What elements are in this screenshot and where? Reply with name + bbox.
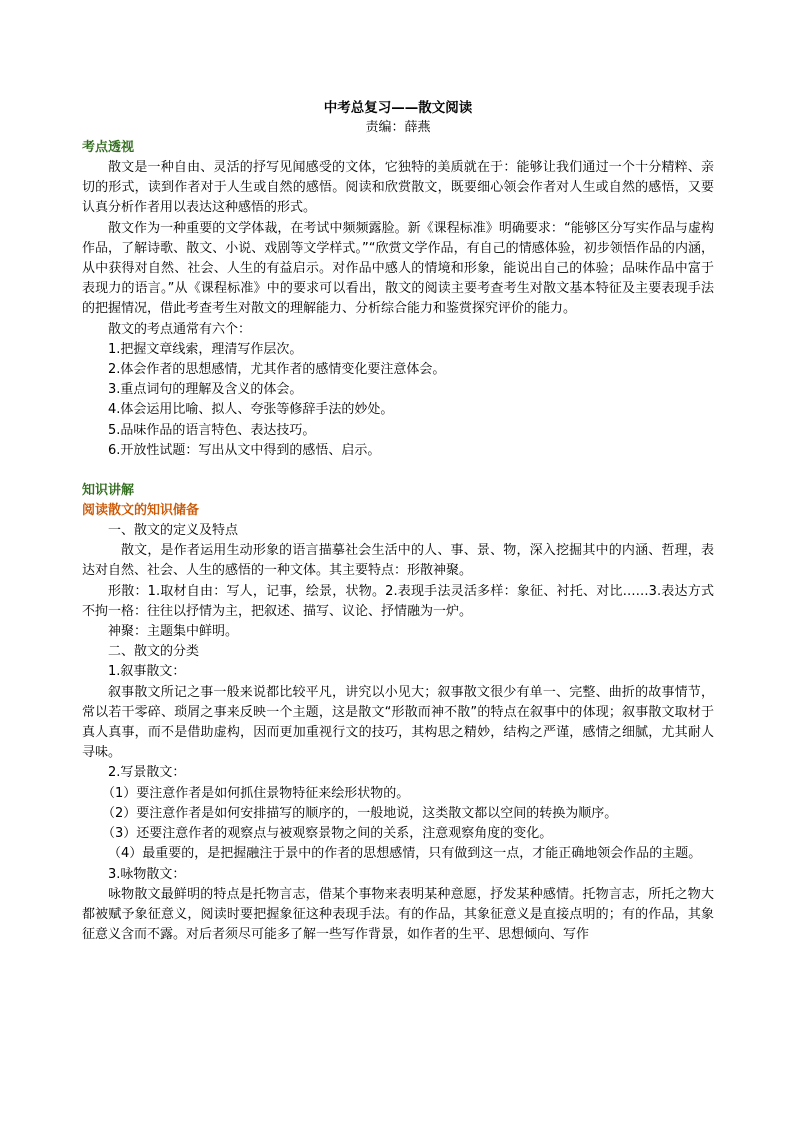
paragraph-intro: 散文是一种自由、灵活的抒写见闻感受的文体，它独特的美质就在于：能够让我们通过一个十分精粹、亲切的形式，读到作者对于人生或自然的感悟。阅读和欣赏散文，既要细心领会作者对人生或自然的感悟，又要认真分析作者用以表达这种感悟的形式。 <box>82 160 714 216</box>
spacer <box>82 461 714 481</box>
definition-text: 散文，是作者运用生动形象的语言描摹社会生活中的人、事、景、物，深入挖掘其中的内涵、哲理，表达对自然、社会、人生的感悟的一种文体。其主要特点：形散神聚。 <box>82 543 714 579</box>
scenery-item-1: （1）要注意作者是如何抓住景物特征来绘形状物的。 <box>102 785 410 801</box>
point-item-2: 2.体会作者的思想感情，尤其作者的感情变化要注意体会。 <box>108 362 446 378</box>
subsection-heading: 阅读散文的知识储备 <box>82 503 200 519</box>
classification-title: 二、散文的分类 <box>108 644 200 660</box>
point-item-5: 5.品味作品的语言特色、表达技巧。 <box>108 422 316 438</box>
narrative-text: 叙事散文所记之事一般来说都比较平凡，讲究以小见大；叙事散文很少有单一、完整、曲折的故事情节，常以若干零碎、琐屑之事来反映一个主题，这是散文“形散而神不散”的特点在叙事中的体现；叙事散文取材于真人真事，而不是借助虚构，因而更加重视行文的技巧，其构思之精妙，结构之严谨，感情之细腻，尤其耐人寻味。 <box>82 684 714 761</box>
shenju-text: 神聚：主题集中鲜明。 <box>108 624 239 640</box>
scenery-item-3: （3）还要注意作者的观察点与被观察景物之间的关系，注意观察角度的变化。 <box>102 826 553 842</box>
paragraph-points-intro: 散文的考点通常有六个： <box>108 321 252 337</box>
definition-title: 一、散文的定义及特点 <box>108 523 239 539</box>
section-heading-kaodian: 考点透视 <box>82 140 135 155</box>
point-item-3: 3.重点词句的理解及含义的体会。 <box>108 382 303 398</box>
scenery-item-4: （4）最重要的，是把握融注于景中的作者的思想感情，只有做到这一点，才能正确地领会作品的主题。 <box>108 846 702 862</box>
object-title: 3.咏物散文： <box>108 866 186 882</box>
document-title: 中考总复习——散文阅读 <box>323 100 473 116</box>
paragraph-standards: 散文作为一种重要的文学体裁，在考试中频频露脸。新《课程标准》明确要求：“能够区分写实作品与虚构作品，了解诗歌、散文、小说、戏剧等文学样式。”“欣赏文学作品，有自己的情感体验，初步领悟作品的内涵，从中获得对自然、社会、人生的有益启示。对作品中感人的情境和形象，能说出自己的体验；品味作品中富于表现力的语言。”从《课程标准》中的要求可以看出，散文的阅读主要考查考生对散文基本特征及主要表现手法的把握情况，借此考查考生对散文的理解能力、分析综合能力和鉴赏探究评价的能力。 <box>82 220 714 317</box>
point-item-1: 1.把握文章线索，理清写作层次。 <box>108 341 303 357</box>
point-item-6: 6.开放性试题：写出从文中得到的感悟、启示。 <box>108 442 381 458</box>
editor-line: 责编：薛燕 <box>365 120 431 135</box>
xingsan-text: 形散：1.取材自由：写人，记事，绘景，状物。2.表现手法灵活多样：象征、衬托、对比……3.表达方式不拘一格：往往以抒情为主，把叙述、描写、议论、抒情融为一炉。 <box>82 583 714 619</box>
narrative-title: 1.叙事散文： <box>108 664 186 680</box>
point-item-4: 4.体会运用比喻、拟人、夸张等修辞手法的妙处。 <box>108 402 394 418</box>
document-page <box>82 98 714 945</box>
scenery-title: 2.写景散文： <box>108 765 186 781</box>
section-heading-zhishi: 知识讲解 <box>82 483 135 499</box>
object-text: 咏物散文最鲜明的特点是托物言志，借某个事物来表明某种意愿，抒发某种感情。托物言志，所托之物大都被赋予象征意义，阅读时要把握象征这种表现手法。有的作品，其象征意义是直接点明的；有的作品，其象征意义含而不露。对后者须尽可能多了解一些写作背景，如作者的生平、思想倾向、写作 <box>82 886 714 943</box>
scenery-item-2: （2）要注意作者是如何安排描写的顺序的，一般地说，这类散文都以空间的转换为顺序。 <box>102 805 618 821</box>
